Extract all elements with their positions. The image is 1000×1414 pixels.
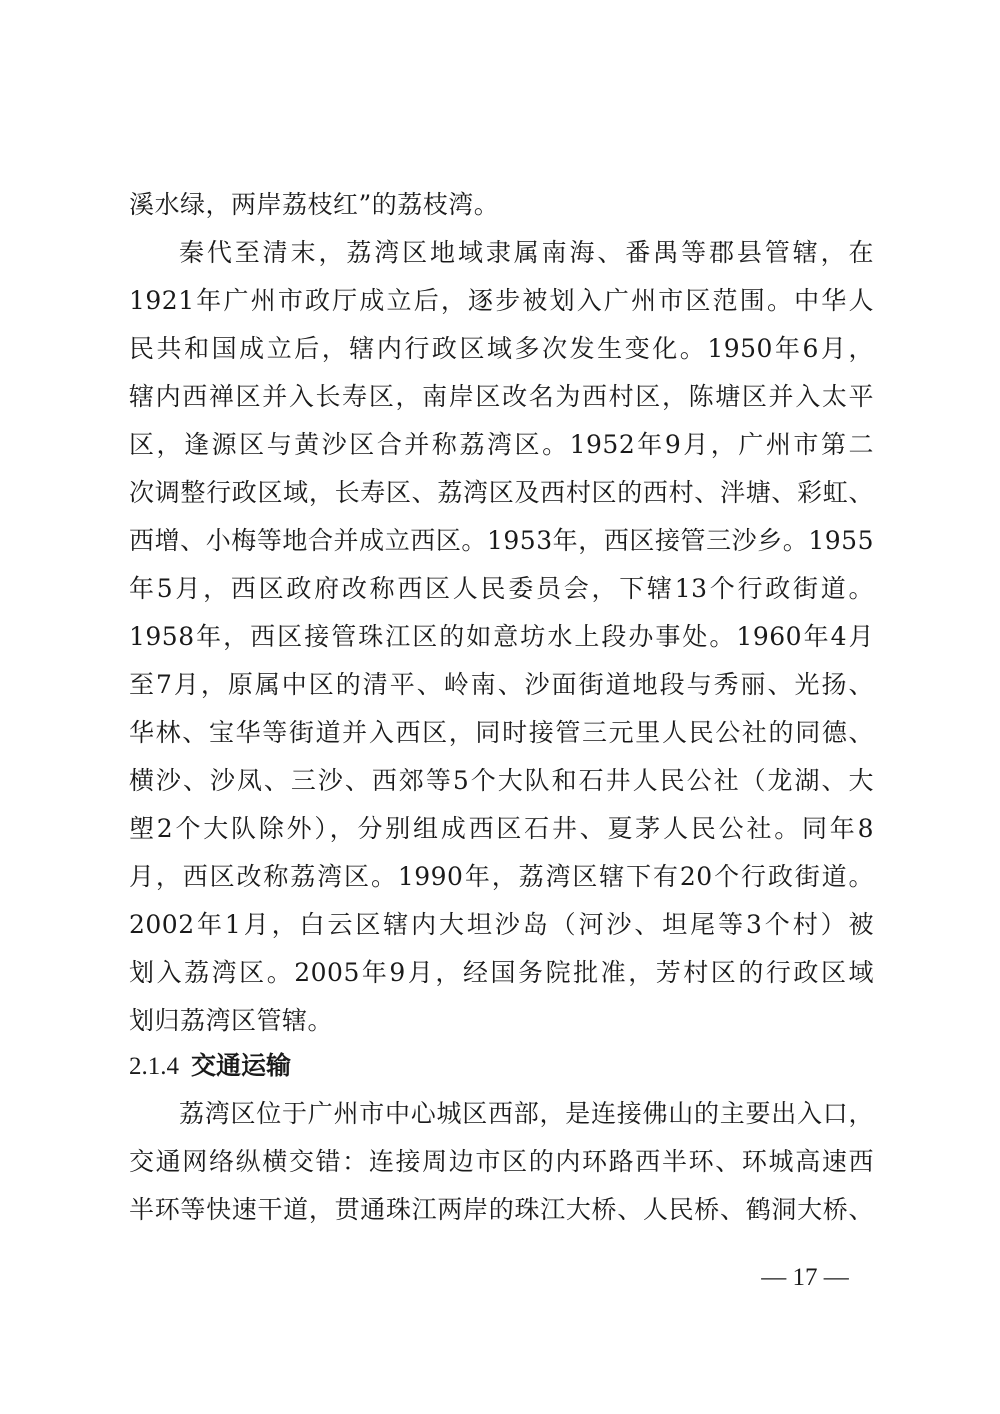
- body-text-line: 次调整行政区域，长寿区、荔湾区及西村区的西村、泮塘、彩虹、: [129, 478, 874, 507]
- section-number: 2.1.4: [129, 1053, 179, 1080]
- body-text-line: 民共和国成立后，辖内行政区域多次发生变化。1950年6月，: [129, 334, 874, 363]
- page-number: — 17 —: [761, 1264, 849, 1291]
- body-text-line: 月，西区改称荔湾区。1990年，荔湾区辖下有20个行政街道。: [129, 862, 874, 891]
- body-text-line: 1921年广州市政厅成立后，逐步被划入广州市区范围。中华人: [129, 286, 874, 315]
- section-heading: [129, 1049, 291, 1084]
- body-text-line: 秦代至清末，荔湾区地域隶属南海、番禺等郡县管辖，在: [179, 238, 874, 267]
- section-title: 交通运输: [191, 1051, 292, 1080]
- body-text-line: 划入荔湾区。2005年9月，经国务院批准，芳村区的行政区域: [129, 958, 874, 987]
- body-text-line: 荔湾区位于广州市中心城区西部，是连接佛山的主要出入口，: [179, 1099, 874, 1128]
- body-text-line: 塱2个大队除外），分别组成西区石井、夏茅人民公社。同年8: [129, 814, 874, 843]
- body-text-line: 横沙、沙凤、三沙、西郊等5个大队和石井人民公社（龙湖、大: [129, 766, 874, 795]
- body-text-line: 划归荔湾区管辖。: [129, 1006, 334, 1035]
- body-text-line: 年5月，西区政府改称西区人民委员会，下辖13个行政街道。: [129, 574, 874, 603]
- body-text-line: 华林、宝华等街道并入西区，同时接管三元里人民公社的同德、: [129, 718, 874, 747]
- body-text-line: 溪水绿，两岸荔枝红”的荔枝湾。: [129, 190, 500, 219]
- body-text-line: 交通网络纵横交错：连接周边市区的内环路西半环、环城高速西: [129, 1147, 874, 1176]
- body-text-line: 辖内西禅区并入长寿区，南岸区改名为西村区，陈塘区并入太平: [129, 382, 874, 411]
- body-text-line: 西增、小梅等地合并成立西区。1953年，西区接管三沙乡。1955: [129, 526, 874, 555]
- body-text-line: 2002年1月，白云区辖内大坦沙岛（河沙、坦尾等3个村）被: [129, 910, 874, 939]
- body-text-line: 1958年，西区接管珠江区的如意坊水上段办事处。1960年4月: [129, 622, 874, 651]
- body-text-line: 半环等快速干道，贯通珠江两岸的珠江大桥、人民桥、鹤洞大桥、: [129, 1195, 874, 1224]
- body-text-line: 区，逢源区与黄沙区合并称荔湾区。1952年9月，广州市第二: [129, 430, 874, 459]
- body-text-line: 至7月，原属中区的清平、岭南、沙面街道地段与秀丽、光扬、: [129, 670, 874, 699]
